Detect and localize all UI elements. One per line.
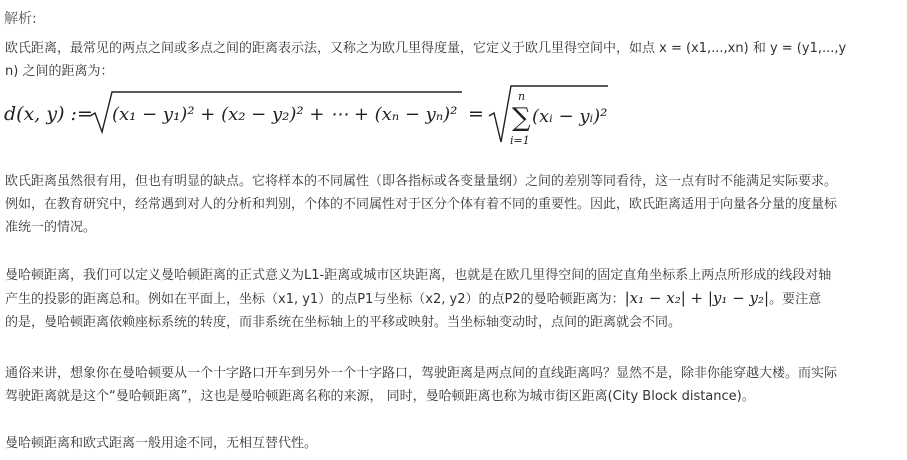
paragraph-line: 准统一的情况。 [5,220,97,235]
paragraph-line: 通俗来讲，想象你在曼哈顿要从一个十字路口开车到另外一个十字路口，驾驶距离是两点间的直线距离吗？显然不是，除非你能穿越大楼。而实际 [5,366,838,381]
sum-lower-limit: i=1 [510,134,530,147]
paragraph-manhattan-analogy [5,362,903,408]
sum-symbol: ∑ [512,103,531,133]
paragraph-conclusion [5,432,903,455]
paragraph-text: 产生的投影的距离总和。例如在平面上，坐标（x1, y1）的点P1与坐标（x2, y2）的点P2的曼哈顿距离为： [5,292,625,307]
formula-sqrt-body: (x₁ − y₁)² + (x₂ − y₂)² + ⋯ + (xₙ − yₙ)² [112,104,458,125]
paragraph-line: 驾驶距离就是这个“曼哈顿距离”，这也是曼哈顿距离名称的来源， 同时，曼哈顿距离也称为城市街区距离(City Block distance)。 [5,389,755,404]
formula-lhs: d(x, y) := [4,103,93,125]
paragraph-line: 欧氏距离，最常见的两点之间或多点之间的距离表示法，又称之为欧几里得度量，它定义于欧几里得空间中，如点 x = (x1,...,xn) 和 y = (y1,...,y [5,41,847,56]
paragraph-manhattan-definition [5,264,903,334]
paragraph-euclidean-drawbacks [5,170,903,239]
paragraph-line [5,287,903,311]
paragraph-euclidean-intro [5,37,903,83]
paragraph-line: 欧氏距离虽然很有用，但也有明显的缺点。它将样本的不同属性（即各指标或各变量量纲）之间的差别等同看待，这一点有时不能满足实际要求。 [5,174,838,189]
paragraph-line: 例如，在教育研究中，经常遇到对人的分析和判别，个体的不同属性对于区分个体有着不同的重要性。因此，欧氏距离适用于向量各分量的度量标 [5,197,838,212]
paragraph-line: 曼哈顿距离，我们可以定义曼哈顿距离的正式意义为L1-距离或城市区块距离，也就是在欧几里得空间的固定直角坐标系上两点所形成的线段对轴 [5,268,832,283]
euclidean-distance-formula [2,82,642,152]
sum-body: (xᵢ − yᵢ)² [532,106,608,127]
paragraph-line: 的是，曼哈顿距离依赖座标系统的转度，而非系统在坐标轴上的平移或映射。当坐标轴变动时，点间的距离就会不同。 [5,315,682,330]
sum-upper-limit: n [518,90,526,103]
formula-equals: = [468,103,484,125]
paragraph-line: n) 之间的距离为： [5,64,114,79]
analysis-heading: 解析: [4,11,37,27]
paragraph-text: 。要注意 [769,292,822,307]
manhattan-inline-formula: |x₁ − x₂| + |y₁ − y₂| [624,289,770,307]
paragraph-line: 曼哈顿距离和欧式距离一般用途不同，无相互替代性。 [5,436,318,451]
